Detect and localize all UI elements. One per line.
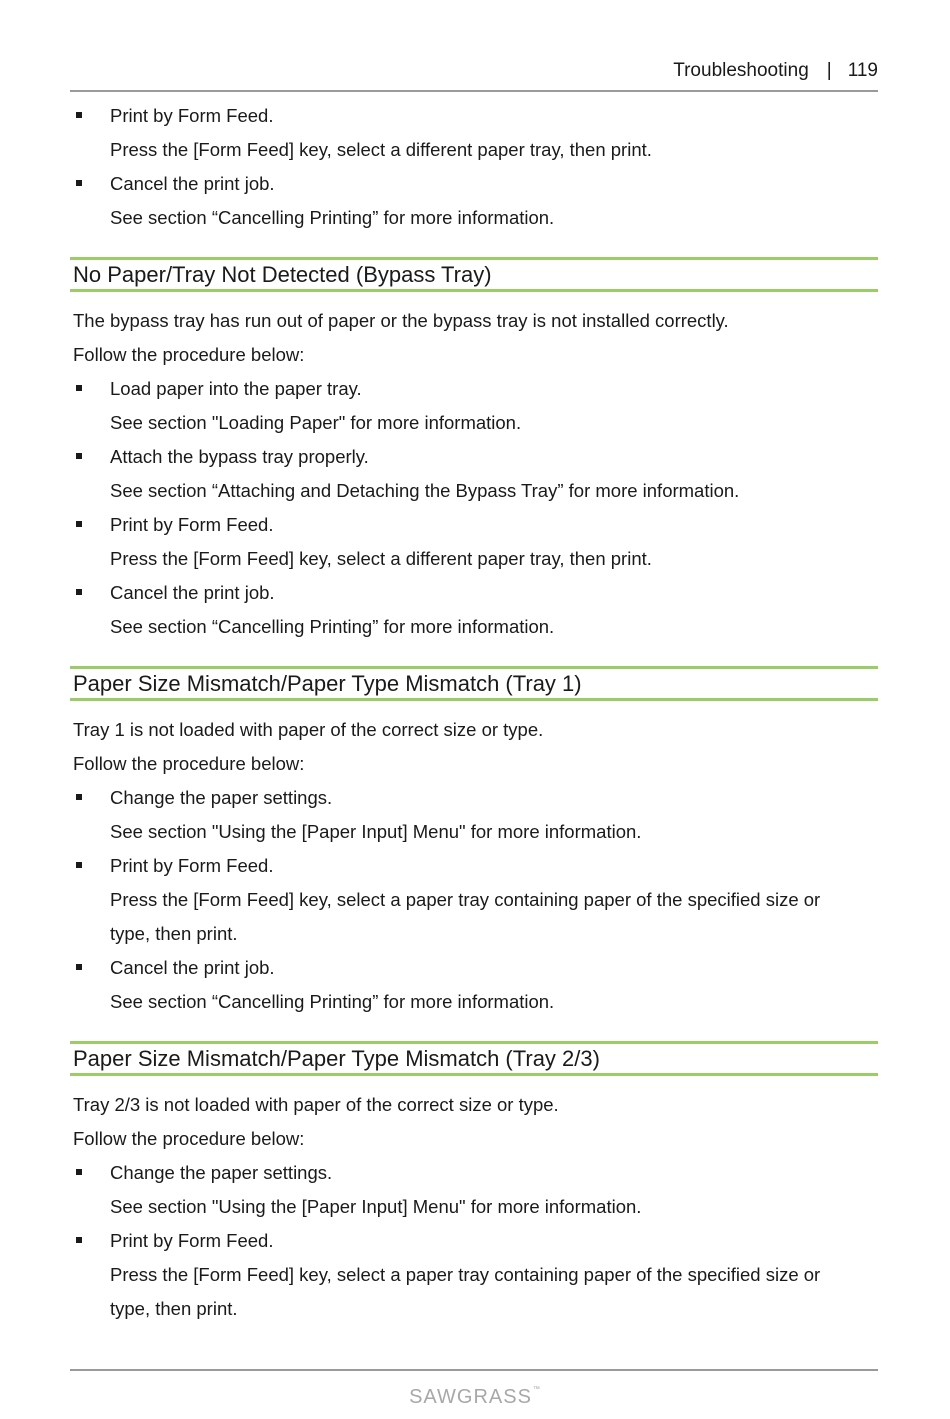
page-header xyxy=(70,60,878,92)
paragraph: Follow the procedure below: xyxy=(73,344,305,365)
page-content xyxy=(70,99,878,1326)
bullet-item xyxy=(70,1156,878,1190)
bullet-item xyxy=(70,440,878,474)
bullet-detail: Press the [Form Feed] key, select a paper tray containing paper of the specified size or xyxy=(110,1264,821,1285)
bullet-marker xyxy=(76,521,82,527)
bullet-detail: See section "Using the [Paper Input] Menu" for more information. xyxy=(110,821,642,842)
bullet-text: Change the paper settings. xyxy=(110,1162,333,1183)
sawgrass-logo xyxy=(0,1386,950,1409)
bullet-marker xyxy=(76,112,82,118)
logo-text: SAWGRASS xyxy=(409,1386,532,1408)
bullet-marker xyxy=(76,964,82,970)
bullet-text: Print by Form Feed. xyxy=(110,105,274,126)
bullet-detail: See section "Using the [Paper Input] Menu" for more information. xyxy=(110,1196,642,1217)
bullet-marker xyxy=(76,453,82,459)
paragraph: Tray 1 is not loaded with paper of the correct size or type. xyxy=(73,719,544,740)
bullet-detail: type, then print. xyxy=(110,1298,238,1319)
header-section-title: Troubleshooting xyxy=(673,60,809,81)
bullet-text: Cancel the print job. xyxy=(110,957,275,978)
paragraph: Follow the procedure below: xyxy=(73,1128,305,1149)
section-heading: No Paper/Tray Not Detected (Bypass Tray) xyxy=(70,257,878,292)
bullet-text: Attach the bypass tray properly. xyxy=(110,446,369,467)
bullet-marker xyxy=(76,1237,82,1243)
bullet-item xyxy=(70,372,878,406)
paragraph: Tray 2/3 is not loaded with paper of the correct size or type. xyxy=(73,1094,559,1115)
bullet-marker xyxy=(76,1169,82,1175)
bullet-text: Load paper into the paper tray. xyxy=(110,378,362,399)
footer-rule xyxy=(70,1369,878,1371)
bullet-marker xyxy=(76,862,82,868)
bullet-text: Change the paper settings. xyxy=(110,787,333,808)
bullet-item xyxy=(70,1224,878,1258)
bullet-marker xyxy=(76,794,82,800)
section-heading: Paper Size Mismatch/Paper Type Mismatch (Tray 1) xyxy=(70,666,878,701)
bullet-item xyxy=(70,951,878,985)
bullet-detail: See section "Loading Paper" for more information. xyxy=(110,412,522,433)
bullet-detail: See section “Cancelling Printing” for more information. xyxy=(110,991,555,1012)
bullet-detail: Press the [Form Feed] key, select a paper tray containing paper of the specified size or xyxy=(110,889,821,910)
page-number: 119 xyxy=(847,60,878,81)
bullet-detail: See section “Cancelling Printing” for more information. xyxy=(110,616,555,637)
bullet-item xyxy=(70,99,878,133)
bullet-item xyxy=(70,849,878,883)
bullet-detail: Press the [Form Feed] key, select a different paper tray, then print. xyxy=(110,139,652,160)
bullet-detail: See section “Attaching and Detaching the Bypass Tray” for more information. xyxy=(110,480,740,501)
bullet-text: Print by Form Feed. xyxy=(110,514,274,535)
bullet-detail: Press the [Form Feed] key, select a different paper tray, then print. xyxy=(110,548,652,569)
paragraph: Follow the procedure below: xyxy=(73,753,305,774)
bullet-text: Cancel the print job. xyxy=(110,582,275,603)
bullet-item xyxy=(70,781,878,815)
logo-trademark: ™ xyxy=(532,1386,541,1393)
bullet-detail: See section “Cancelling Printing” for more information. xyxy=(110,207,555,228)
bullet-text: Cancel the print job. xyxy=(110,173,275,194)
bullet-item xyxy=(70,576,878,610)
bullet-text: Print by Form Feed. xyxy=(110,1230,274,1251)
bullet-marker xyxy=(76,589,82,595)
bullet-item xyxy=(70,508,878,542)
header-separator: | xyxy=(826,60,832,81)
bullet-marker xyxy=(76,180,82,186)
bullet-detail: type, then print. xyxy=(110,923,238,944)
bullet-marker xyxy=(76,385,82,391)
bullet-text: Print by Form Feed. xyxy=(110,855,274,876)
paragraph: The bypass tray has run out of paper or the bypass tray is not installed correctly. xyxy=(73,310,729,331)
bullet-item xyxy=(70,167,878,201)
section-heading: Paper Size Mismatch/Paper Type Mismatch (Tray 2/3) xyxy=(70,1041,878,1076)
